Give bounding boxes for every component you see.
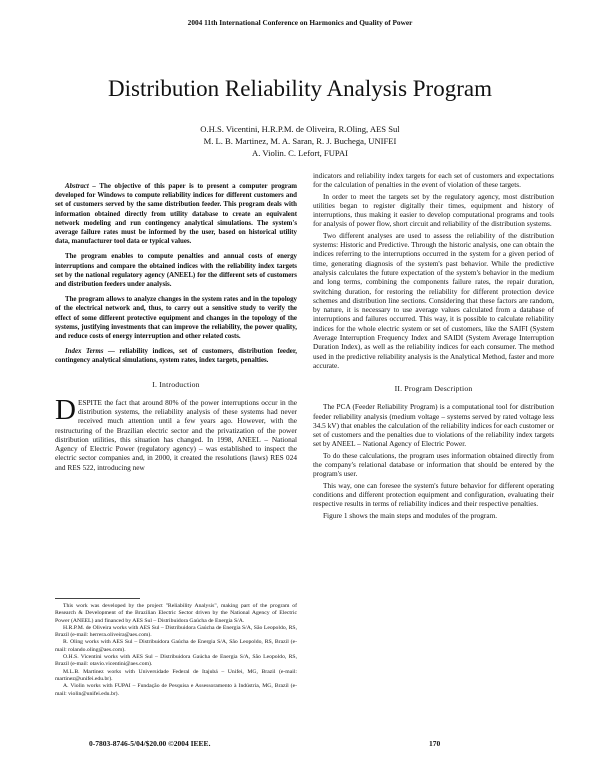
body-paragraph: indicators and reliability index targets for each set of customers and expectations for the calculation of penalties in the event of violation of these targets. xyxy=(313,171,554,190)
index-terms xyxy=(55,347,297,365)
footnote: H.R.P.M. de Oliveira works with AES Sul – Distribuidora Gaúcha de Energia S/A, São Leopoldo, RS, Brazil (e-mail: herrera.oliveira@aes.com). xyxy=(55,624,297,639)
abstract-label: Abstract – xyxy=(65,183,96,190)
right-column xyxy=(313,171,554,522)
body-paragraph: In order to meet the targets set by the regulatory agency, most distribution utilities began to register digitally their times, equipment and history of interruptions, thus making it easier to develop computational programs and tools for analysis of power flow, short circuit and reliability of the distribution systems. xyxy=(313,191,554,229)
footnote: M.L.B. Martinez works with Universidade Federal de Itajubá – Unifei, MG, Brazil (e-mail: martinez@unifei.edu.br). xyxy=(55,668,297,682)
introduction-paragraph xyxy=(55,393,297,472)
copyright-line: 0-7803-8746-5/04/$20.00 ©2004 IEEE. xyxy=(89,739,211,748)
section-heading-program-description: II. Program Description xyxy=(394,384,473,394)
conference-header: 2004 11th International Conference on Harmonics and Quality of Power xyxy=(187,18,413,27)
page-number: 170 xyxy=(429,739,441,748)
author-block xyxy=(0,123,600,160)
footnote: R. Oling works with AES Sul – Distribuidora Gaúcha de Energia S/A, São Leopoldo, RS, Brazil (e-mail: rolando.oling@aes.com). xyxy=(55,639,297,653)
footnote: O.H.S. Vicentini works with AES Sul – Distribuidora Gaúcha de Energia S/A, São Leopoldo, RS, Brazil (e-mail: otavio.vicentini@aes.com). xyxy=(55,654,297,668)
author-line: O.H.S. Vicentini, H.R.P.M. de Oliveira, R.Oling, AES Sul xyxy=(200,124,400,134)
abstract-paragraph: The program allows to analyze changes in the system rates and in the topology of the electrical network and, thus, to carry out a sensitive study to verify the effect of some different protective equipment and changes in the topology of the systems, justifying investments that can improve the reliability, the power quality, and reduce costs of energy interruption and other related costs. xyxy=(55,296,297,341)
footnotes xyxy=(55,603,297,698)
index-terms-label: Index Terms — xyxy=(65,348,115,356)
body-paragraph: To do these calculations, the program uses information obtained directly from the company's relational database or information that should be entered by the program's user. xyxy=(313,450,554,479)
body-paragraph: Two different analyses are used to assess the reliability of the distribution systems: Historic and Predictive. Through the historic analysis, one can obtain the indices referring to the interruptions occurred in the system for a given period of time, generating diagnosis of the system's past behavior. While the predictive analysis calculates the future expectation of the system's behavior in the medium and long terms, combining the components failure rates, the repair duration, switching duration, for restoring the reliability for different protection device schemes and distribution line sections. Considering that these factors are random, by nature, it is necessary to use average values calculated from a database of interruptions and failures occurred. This way, it is possible to calculate reliability indices for the whole electric system or set of customers, like the SAIFI (System Average Interruption Frequency Index and SAIDI (System Average Interruption Duration Index), as well as the reliability indices for each consumer. The method used in the predictive reliability analysis is the Analytical Method, faster and more accurate. xyxy=(313,230,554,370)
footnote-rule xyxy=(55,598,140,599)
drop-cap: D xyxy=(55,393,76,426)
abstract-text: The objective of this paper is to present a computer program developed for Windows to compute reliability indices for different customers and set of customers served by the same distribution feeder. This program deals with information obtained directly from utility database to create an equivalent network modeling and run contingency analytical simulations. The system's average failure rates must be informed by the user, based on historical utility data, manufacturer tool data or typical values. xyxy=(55,183,297,246)
index-terms-text: reliability indices, set of customers, distribution feeder, contingency analytical simulations, system rates, index targets, penalties. xyxy=(55,348,298,365)
author-line: A. Violin. C. Lefort, FUPAI xyxy=(252,148,348,159)
abstract-paragraph xyxy=(55,182,297,246)
abstract-paragraph: The program enables to compute penalties and annual costs of energy interruptions and compare the obtained indices with the reliability index targets set by the national regulatory agency (ANEEL) for the different sets of customers and distribution feeders under analysis. xyxy=(55,253,297,289)
footnote: A. Violin works with FUPAI – Fundação de Pesquisa e Assessoramento à Indústria, MG, Brazil (e-mail: violin@unifei.edu.br). xyxy=(55,683,297,697)
body-paragraph: This way, one can foresee the system's future behavior for different operating conditions and different protection equipment and configuration, evaluating their respective results in terms of reliability indices and their respective penalties. xyxy=(313,480,554,509)
body-paragraph: Figure 1 shows the main steps and modules of the program. xyxy=(323,510,498,520)
left-column xyxy=(55,182,297,474)
body-paragraph: The PCA (Feeder Reliability Program) is a computational tool for distribution feeder reliability analysis (medium voltage – systems served by rated voltage less 34.5 kV) that enables the calculation of the reliability indices for each customer or set of customers and the penalties due to violations of the reliability index targets set by ANEEL – National Agency of Electric Power. xyxy=(313,402,554,449)
introduction-text: ESPITE the fact that around 80% of the power interruptions occur in the distribution systems, the reliability analysis of these systems had never received much attention until a few years ago. However, with the restructuring of the Brazilian electric sector and the privatization of the power distribution utilities, this situation has changed. In 1998, ANEEL – National Agency of Electric Power (regulatory agency) – was established to inspect the electric sector companies and, in 2000, it created the resolutions (laws) RES 024 and RES 522, introducing new xyxy=(55,397,297,472)
footnote: This work was developed by the project "Reliability Analysis", making part of the program of Research & Development of the Brazilian Electric Sector driven by the National Agency of Electric Power (ANEEL) and financed by AES Sul – Distribuidora Gaúcha de Energia S/A. xyxy=(55,603,297,624)
paper-title: Distribution Reliability Analysis Program xyxy=(108,76,492,101)
author-line: M. L. B. Martinez, M. A. Saran, R. J. Buchega, UNIFEI xyxy=(203,136,397,147)
section-heading-introduction: I. Introduction xyxy=(152,379,200,389)
